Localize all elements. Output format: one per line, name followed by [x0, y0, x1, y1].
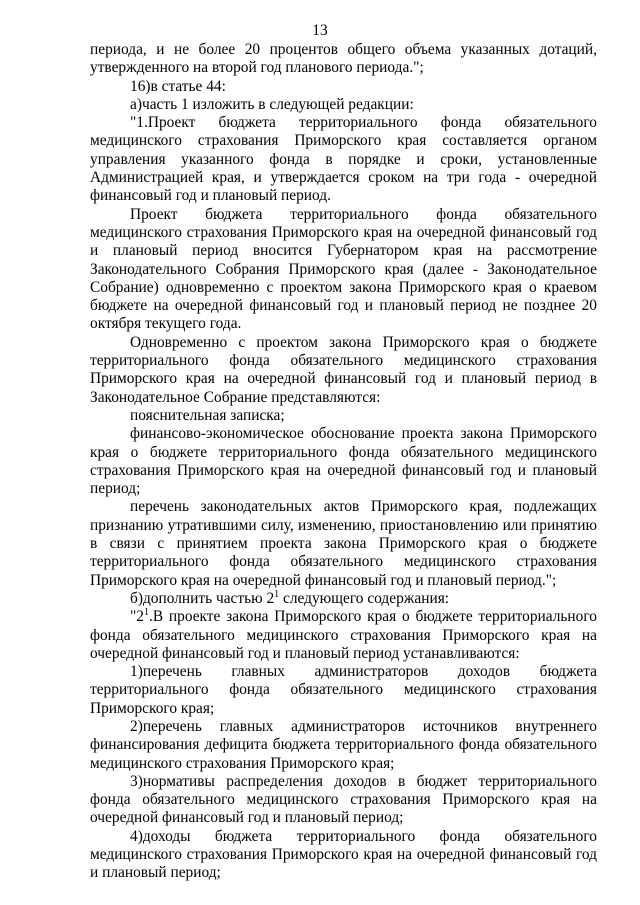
paragraph-economic-justification: финансово-экономическое обоснование проекта закона Приморского края о бюджете территориального фонда обязательного медицинского страхования Приморского края на очередной финансовый год и плановый период;: [90, 425, 597, 498]
paragraph-subitem-b: б)дополнить частью $2^1$ следующего содержания:: [130, 588, 450, 607]
paragraph-explanatory-note: пояснительная записка;: [130, 406, 285, 424]
paragraph-list-item-1: 1)перечень главных администраторов доходов бюджета территориального фонда обязательного медицинского страхования Приморского края;: [90, 663, 597, 717]
paragraph-part-2-1: "$2^1.В$ проекте закона Приморского края о бюджете территориального фонда обязательного медицинского страхования Приморского края на очередной финансовый год и плановый период устанавливаются:: [90, 607, 597, 662]
paragraph-legislative-acts-list: перечень законодательных актов Приморского края, подлежащих признанию утратившими силу, изменению, приостановлению или принятию в связи с принятием проекта закона Приморского края о бюджете территориального фонда обязательного медицинского страхования Приморского края на очередной финансовый год и плановый период.";: [90, 498, 597, 589]
paragraph-item-16: 16)в статье 44:: [130, 77, 226, 95]
page-number: 13: [312, 22, 328, 39]
paragraph-subitem-a: а)часть 1 изложить в следующей редакции:: [130, 95, 414, 113]
paragraph-list-item-2: 2)перечень главных администраторов источников внутреннего финансирования дефицита бюджета территориального фонда обязательного медицинского страхования Приморского края;: [90, 717, 597, 772]
paragraph-list-item-3: 3)нормативы распределения доходов в бюджет территориального фонда обязательного медицинского страхования Приморского края на очередной финансовый год и плановый период;: [90, 772, 597, 827]
paragraph-submitted-documents: Одновременно с проектом закона Приморского края о бюджете территориального фонда обязательного медицинского страхования Приморского края на очередной финансовый год и плановый период в Законодательное Собрание представляются:: [90, 333, 597, 406]
paragraph-budget-submission: Проект бюджета территориального фонда обязательного медицинского страхования Приморского края на очередной финансовый год и плановый период вносится Губернатором края на рассмотрение Законодательного Собрания Приморского края (далее - Законодательное Собрание) одновременно с проектом закона Приморского края о краевом бюджете на очередной финансовый год и плановый период не позднее 20 октября текущего года.: [90, 205, 597, 333]
paragraph-continuation: периода, и не более 20 процентов общего объема указанных дотаций, утвержденного на второй год планового периода.";: [90, 41, 597, 77]
paragraph-part-1: "1.Проект бюджета территориального фонда обязательного медицинского страхования Приморского края составляется органом управления указанного фонда в порядке и сроки, установленные Администрацией края, и утверждается сроком на три года - очередной финансовый год и плановый период.: [90, 114, 597, 205]
document-body: [90, 41, 597, 883]
paragraph-list-item-4: 4)доходы бюджета территориального фонда обязательного медицинского страхования Приморского края на очередной финансовый год и плановый период;: [90, 827, 597, 882]
